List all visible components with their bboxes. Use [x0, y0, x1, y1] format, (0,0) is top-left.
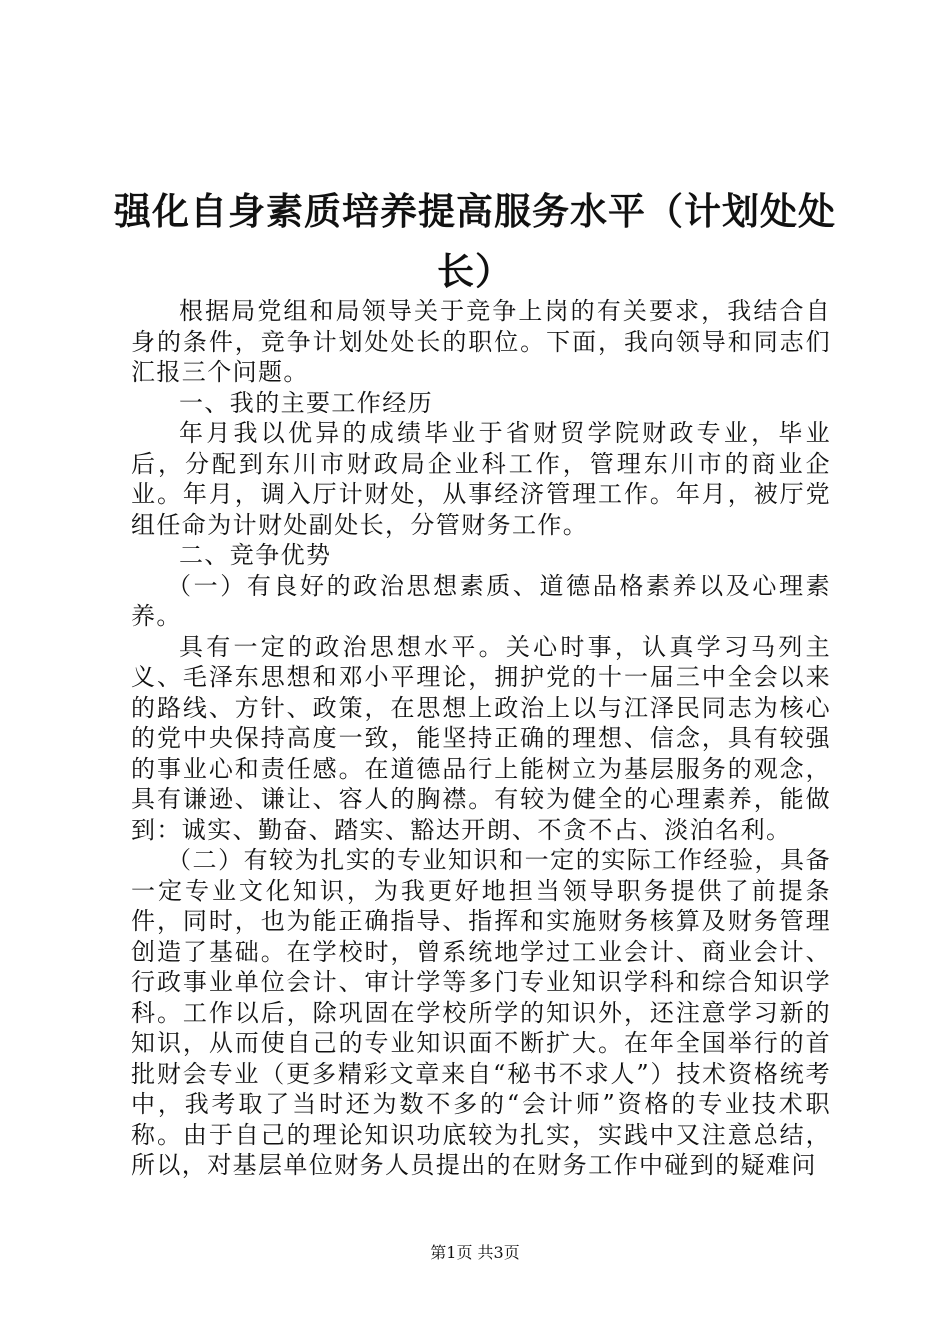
section-heading-advantages: 二、竞争优势: [179, 541, 332, 569]
subheading-political-quality: （一）有良好的政治思想素质、道德品格素养以及心理素养。: [131, 571, 831, 630]
document-title: 强化自身素质培养提高服务水平（计划处处长）: [114, 190, 836, 293]
paragraph-political-quality: 具有一定的政治思想水平。关心时事，认真学习马列主义、毛泽东思想和邓小平理论，拥护党的十一届三中全会以来的路线、方针、政策，在思想上政治上以与江泽民同志为核心的党中央保持高度一致，能坚持正确的理想、信念，具有较强的事业心和责任感。在道德品行上能树立为基层服务的观念，具有谦逊、谦让、容人的胸襟。有较为健全的心理素养，能做到：诚实、勤奋、踏实、豁达开朗、不贪不占、淡泊名利。: [131, 632, 831, 844]
paragraph-work-experience: 年月我以优异的成绩毕业于省财贸学院财政专业，毕业后，分配到东川市财政局企业科工作，管理东川市的商业企业。年月，调入厅计财处，从事经济管理工作。年月，被厅党组任命为计财处副处长，分管财务工作。: [131, 419, 831, 539]
page-footer: 第1页 共3页: [430, 1243, 520, 1262]
document-body: [131, 296, 831, 1181]
paragraph-intro: 根据局党组和局领导关于竞争上岗的有关要求，我结合自身的条件，竞争计划处处长的职位。下面，我向领导和同志们汇报三个问题。: [131, 297, 831, 386]
section-heading-work-experience: 一、我的主要工作经历: [179, 388, 433, 417]
paragraph-professional-knowledge: （二）有较为扎实的专业知识和一定的实际工作经验，具备一定专业文化知识，为我更好地担当领导职务提供了前提条件，同时，也为能正确指导、指挥和实施财务核算及财务管理创造了基础。在学校时，曾系统地学过工业会计、商业会计、行政事业单位会计、审计学等多门专业知识学科和综合知识学科。工作以后，除巩固在学校所学的知识外，还注意学习新的知识，从而使自己的专业知识面不断扩大。在年全国举行的首批财会专业（更多精彩文章来自“秘书不求人”）技术资格统考中，我考取了当时还为数不多的“会计师”资格的专业技术职称。由于自己的理论知识功底较为扎实，实践中又注意总结，所以，对基层单位财务人员提出的在财务工作中碰到的疑难问: [131, 846, 831, 1179]
